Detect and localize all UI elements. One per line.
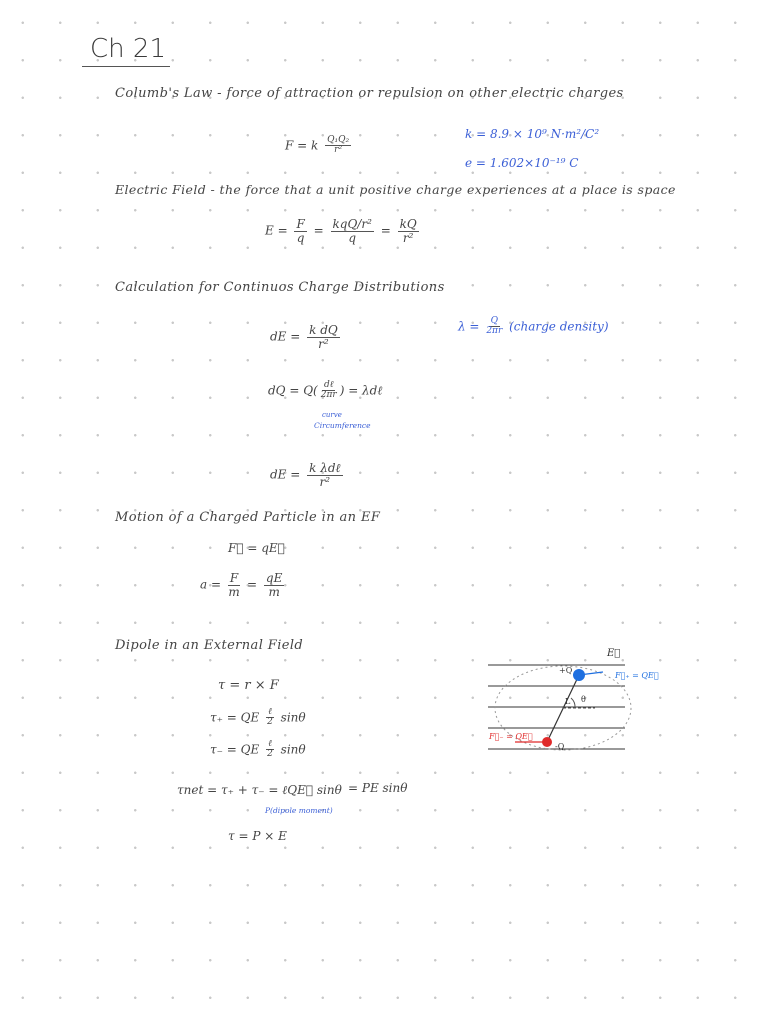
k-constant: k = 8.9 × 10⁹ N·m²/C² <box>465 127 600 141</box>
p-note: P(dipole moment) <box>265 806 333 815</box>
lambda-frac <box>486 317 502 337</box>
plus-charge-label: +Q <box>559 666 573 675</box>
efield-f1-num: F <box>296 217 305 231</box>
title-underline <box>82 66 170 67</box>
angle-label: θ <box>581 695 586 704</box>
dq-lhs: dQ = Q <box>268 383 314 398</box>
acc-f1-num: F <box>229 571 239 585</box>
de2-num: k λdℓ <box>309 461 341 475</box>
page-title: Ch 21 <box>90 34 166 64</box>
efield-eq2: = <box>380 223 391 238</box>
tau2-frac <box>266 708 274 728</box>
force-plus-label: F⃗₊ = QE⃗ <box>615 671 659 680</box>
tau1: τ = r × F <box>218 678 279 693</box>
dq-num: dℓ <box>323 380 334 390</box>
efield-lhs: E = <box>265 223 288 238</box>
tau3-lhs: τ₋ = QE <box>210 742 260 757</box>
tau3-rhs: sinθ <box>280 742 306 757</box>
tau2-lhs: τ₊ = QE <box>210 710 260 725</box>
acc-f2-num: qE <box>265 571 283 585</box>
efield-frac2 <box>331 218 374 244</box>
acc-lhs: a = <box>200 577 222 592</box>
minus-charge-dot <box>542 737 552 747</box>
dq-rhs: = λdℓ <box>348 383 383 398</box>
dq-formula: dQ = Q( $\frac{\text{dℓ}}{2\pi r}$ ) = λdℓ <box>268 380 383 401</box>
coulomb-formula <box>285 136 354 156</box>
efield-frac3 <box>398 218 419 244</box>
efield-frac1 <box>294 218 306 244</box>
tau-net-rhs: = PE sinθ <box>348 781 408 795</box>
tau2-rhs: sinθ <box>280 710 306 725</box>
de2-lhs: dE = <box>270 467 301 482</box>
acc-f2-den: m <box>268 584 280 599</box>
dipole-diagram <box>485 640 685 770</box>
efield-eq1: = <box>313 223 324 238</box>
tau2-den: 2 <box>267 717 273 728</box>
tau-plus <box>210 708 306 728</box>
dipole-heading: Dipole in an External Field <box>115 638 304 653</box>
lambda-note: (charge density) <box>509 319 609 334</box>
dq-note-circumference: Circumference <box>314 421 371 430</box>
efield-f3-num: kQ <box>399 217 417 231</box>
acc-f1-den: m <box>228 584 240 599</box>
lambda-den: 2πr <box>486 326 503 337</box>
acc-frac2 <box>264 572 284 598</box>
de2-formula <box>270 462 346 488</box>
de-num: k dQ <box>309 323 338 337</box>
efield-f3-den: r² <box>402 230 414 245</box>
lambda-formula <box>458 317 609 337</box>
force-minus-label: F⃗₋ = QE⃗ <box>489 732 533 741</box>
de-formula <box>270 324 343 350</box>
lambda-lhs: λ = <box>458 319 480 334</box>
acc-eq: = <box>247 577 258 592</box>
motion-force: F⃗ = qE⃗ <box>228 541 285 555</box>
motion-heading: Motion of a Charged Particle in an EF <box>115 510 381 525</box>
tau3-num: ℓ <box>268 739 272 749</box>
efield-formula <box>265 218 422 244</box>
tau3-den: 2 <box>267 749 273 760</box>
tau-vec: τ = P × E <box>228 829 287 843</box>
coulomb-fraction <box>325 136 351 156</box>
lambda-num: Q <box>490 316 498 326</box>
tau-minus <box>210 740 306 760</box>
efield-f2-den: q <box>348 230 357 245</box>
dq-frac <box>321 381 337 401</box>
de-den: r² <box>318 336 329 351</box>
tau3-frac <box>266 740 274 760</box>
efield-f1-den: q <box>296 230 305 245</box>
coulomb-heading: Columb's Law - force of attraction or repulsion on other electric charges <box>115 86 624 101</box>
de-frac <box>307 324 340 350</box>
dq-note-curve: curve <box>322 411 342 419</box>
efield-f2-num: kqQ/r² <box>332 217 372 231</box>
de-lhs: dE = <box>270 329 301 344</box>
efield-heading: Electric Field - the force that a unit positive charge experiences at a place is space <box>115 182 676 197</box>
acc-frac1 <box>228 572 240 598</box>
continuous-heading: Calculation for Continuos Charge Distributions <box>115 280 445 295</box>
e-constant: e = 1.602×10⁻¹⁹ C <box>465 156 579 170</box>
de2-den: r² <box>319 474 331 489</box>
tau-net: τnet = τ₊ + τ₋ = ℓQE⃗ sinθ <box>177 783 342 797</box>
tau2-num: ℓ <box>268 707 272 717</box>
coulomb-formula-lhs: F = k <box>285 138 319 153</box>
de2-frac <box>307 462 342 488</box>
motion-accel <box>200 572 287 598</box>
coulomb-num: Q₁Q₂ <box>327 135 350 145</box>
plus-charge-dot <box>573 669 585 681</box>
length-label: L <box>565 697 571 706</box>
field-label: E⃗ <box>607 648 621 659</box>
coulomb-den: r² <box>334 145 343 156</box>
minus-charge-label: -Q <box>555 742 565 751</box>
dq-den: 2πr <box>320 390 337 401</box>
